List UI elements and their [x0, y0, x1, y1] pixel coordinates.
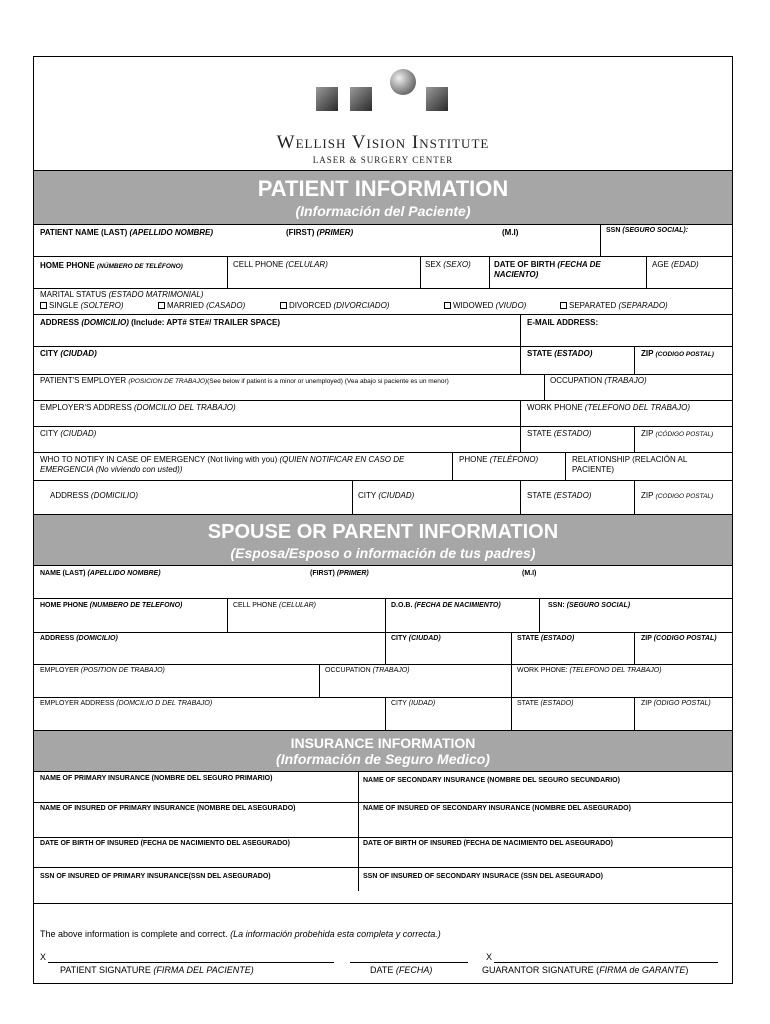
spouse-employer-state-label[interactable]: STATE (ESTADO) — [517, 700, 574, 707]
primary-insured-name-label[interactable]: NAME OF INSURED OF PRIMARY INSURANCE (NOMBRE DEL ASEGURADO) — [40, 805, 296, 812]
guarantor-signature-line[interactable] — [494, 962, 718, 963]
primary-insured-dob-label[interactable]: DATE OF BIRTH OF INSURED (FECHA DE NACIMIENTO DEL ASEGURADO) — [40, 840, 290, 847]
spouse-employer-city-label[interactable]: CITY (IUDAD) — [391, 700, 436, 707]
patient-work-phone-label[interactable]: WORK PHONE (TELEFONO DEL TRABAJO) — [527, 403, 690, 412]
spouse-employer-address-label[interactable]: EMPLOYER ADDRESS (DOMCILIO D DEL TRABAJO) — [40, 700, 213, 707]
logo-square-3 — [426, 87, 448, 111]
patient-section-title: PATIENT INFORMATION — [257, 176, 509, 201]
spouse-city-label[interactable]: CITY (CIUDAD) — [391, 635, 441, 642]
spouse-first-label[interactable]: (FIRST) (PRIMER) — [310, 570, 369, 577]
emergency-address-label[interactable]: ADDRESS (DOMICILIO) — [50, 491, 139, 500]
patient-email-label[interactable]: E-MAIL ADDRESS: — [527, 318, 599, 327]
spouse-cell-phone-label[interactable]: CELL PHONE (CELULAR) — [233, 602, 316, 609]
spouse-occupation-label[interactable]: OCCUPATION (TRABAJO) — [325, 667, 410, 674]
patient-address-label[interactable]: ADDRESS (DOMICILIO) (Include: APT# STE#/ TRAILER SPACE) — [40, 318, 281, 327]
emergency-relationship-label[interactable]: RELATIONSHIP (RELACIÓN AL — [572, 455, 688, 464]
spouse-name-label[interactable]: NAME (LAST) (APELLIDO NOMBRE) — [40, 570, 161, 577]
certification-statement: The above information is complete and correct. (La información probehida esta completa y correcta.) — [40, 929, 441, 939]
patient-mi-label: (M.I) — [502, 228, 519, 237]
patient-section-header — [34, 170, 732, 224]
spouse-work-phone-label[interactable]: WORK PHONE: (TELEFONO DEL TRABAJO) — [517, 667, 662, 674]
patient-zip-label[interactable]: ZIP (CODIGO POSTAL) — [641, 349, 714, 358]
logo-square-1 — [316, 87, 338, 111]
primary-insured-ssn-label[interactable]: SSN OF INSURED OF PRIMARY INSURANCE(SSN DEL ASEGURADO) — [40, 873, 271, 880]
patient-dob-label-2: NACIENTO) — [494, 270, 539, 279]
guarantor-signature-label: GUARANTOR SIGNATURE (FIRMA de GARANTE) — [482, 965, 689, 975]
patient-form — [33, 56, 733, 984]
emergency-contact-label[interactable]: WHO TO NOTIFY IN CASE OF EMERGENCY (Not living with you) (QUIEN NOTIFICAR EN CASO DE — [40, 455, 405, 464]
brand-subtitle: LASER & SURGERY CENTER — [312, 155, 454, 165]
insurance-section-header — [34, 731, 732, 771]
spouse-section-title: SPOUSE OR PARENT INFORMATION — [207, 521, 559, 543]
secondary-insured-dob-label[interactable]: DATE OF BIRTH OF INSURED (FECHA DE NACIMIENTO DEL ASEGURADO) — [363, 840, 613, 847]
spouse-address-label[interactable]: ADDRESS (DOMICILIO) — [40, 635, 118, 642]
spouse-section-header — [34, 515, 732, 565]
logo-square-2 — [350, 87, 372, 111]
spouse-section-subtitle: (Esposa/Esposo o información de tus padres) — [230, 545, 536, 561]
insurance-section-title: INSURANCE INFORMATION — [290, 735, 476, 751]
emergency-zip-label[interactable]: ZIP (CODIGO POSTAL) — [641, 491, 714, 500]
emergency-city-label[interactable]: CITY (CIUDAD) — [358, 491, 415, 500]
date-line[interactable] — [350, 962, 468, 963]
guarantor-signature-x: X — [486, 952, 493, 962]
secondary-insured-name-label[interactable]: NAME OF INSURED OF SECONDARY INSURANCE (NOMBRE DEL ASEGURADO) — [363, 805, 631, 812]
logo — [314, 65, 454, 121]
patient-first-label: (FIRST) (PRIMER) — [286, 228, 354, 237]
widowed-checkbox[interactable] — [444, 302, 451, 309]
spouse-state-label[interactable]: STATE (ESTADO) — [517, 635, 575, 642]
marital-status-label: MARITAL STATUS (ESTADO MATRIMONIAL) — [40, 290, 204, 299]
patient-section-subtitle: (Información del Paciente) — [295, 203, 471, 219]
spouse-dob-label[interactable]: D.O.B. (FECHA DE NACIMIENTO) — [391, 602, 501, 609]
brand-name: Wellish Vision Institute — [276, 132, 490, 153]
separated-checkbox[interactable] — [560, 302, 567, 309]
spouse-zip-label[interactable]: ZIP (CODIGO POSTAL) — [641, 635, 717, 642]
emergency-state-label[interactable]: STATE (ESTADO) — [527, 491, 592, 500]
spouse-employer-label[interactable]: EMPLOYER (POSITION DE TRABAJO) — [40, 667, 165, 674]
married-checkbox[interactable] — [158, 302, 165, 309]
patient-city-label[interactable]: CITY (CIUDAD) — [40, 349, 97, 358]
patient-name-label: PATIENT NAME (LAST) (APELLIDO NOMBRE) — [40, 228, 214, 237]
patient-employer-zip-label[interactable]: ZIP (CÓDIGO POSTAL) — [641, 429, 714, 438]
patient-sex-label[interactable]: SEX (SEXO) — [425, 260, 471, 269]
patient-employer-address-label[interactable]: EMPLOYER'S ADDRESS (DOMCILIO DEL TRABAJO) — [40, 403, 236, 412]
single-checkbox[interactable] — [40, 302, 47, 309]
marital-single-option[interactable]: SINGLE (SOLTERO) — [40, 301, 124, 311]
divorced-checkbox[interactable] — [280, 302, 287, 309]
patient-state-label[interactable]: STATE (ESTADO) — [527, 349, 593, 358]
patient-home-phone-label[interactable]: HOME PHONE (NÚMBERO DE TELÉFONO) — [40, 261, 183, 270]
patient-signature-line[interactable] — [48, 962, 334, 963]
primary-insurance-name-label[interactable]: NAME OF PRIMARY INSURANCE (NOMBRE DEL SEGURO PRIMARIO) — [40, 775, 273, 782]
patient-cell-phone-label[interactable]: CELL PHONE (CELULAR) — [233, 260, 328, 269]
patient-age-label[interactable]: AGE (EDAD) — [652, 260, 699, 269]
logo-sphere — [390, 69, 416, 95]
patient-dob-label[interactable]: DATE OF BIRTH (FECHA DE — [494, 260, 601, 269]
spouse-home-phone-label[interactable]: HOME PHONE (NUMBERO DE TELEFONO) — [40, 602, 183, 609]
patient-signature-label: PATIENT SIGNATURE (FIRMA DEL PACIENTE) — [60, 965, 254, 975]
emergency-contact-label-2: EMERGENCIA (No viviendo con usted)) — [40, 465, 183, 474]
patient-signature-x: X — [40, 952, 47, 962]
marital-married-option[interactable]: MARRIED (CASADO) — [158, 301, 245, 311]
secondary-insured-ssn-label[interactable]: SSN OF INSURED OF SECONDARY INSURACE (SSN DEL ASEGURADO) — [363, 873, 603, 880]
marital-divorced-option[interactable]: DIVORCED (DIVORCIADO) — [280, 301, 389, 311]
patient-ssn-label: SSN (SEGURO SOCIAL): — [606, 227, 689, 234]
marital-widowed-option[interactable]: WIDOWED (VIUDO) — [444, 301, 526, 311]
spouse-mi-label[interactable]: (M.I) — [522, 570, 537, 577]
emergency-phone-label[interactable]: PHONE (TELÉFONO) — [459, 455, 539, 464]
date-label: DATE (FECHA) — [370, 965, 433, 975]
insurance-section-subtitle: (Información de Seguro Medico) — [276, 751, 490, 767]
patient-employer-state-label[interactable]: STATE (ESTADO) — [527, 429, 592, 438]
patient-employer-city-label[interactable]: CITY (CIUDAD) — [40, 429, 97, 438]
patient-employer-label[interactable]: PATIENT'S EMPLOYER (POSICION DE TRABAJO)(See below if patient is a minor or unemployed) (Vea abajo si paciente es un menor) — [40, 376, 449, 385]
emergency-relationship-label-2: PACIENTE) — [572, 465, 615, 474]
patient-occupation-label[interactable]: OCCUPATION (TRABAJO) — [550, 376, 647, 385]
marital-separated-option[interactable]: SEPARATED (SEPARADO) — [560, 301, 668, 311]
secondary-insurance-name-label[interactable]: NAME OF SECONDARY INSURANCE (NOMBRE DEL SEGURO SECUNDARIO) — [363, 777, 620, 784]
spouse-employer-zip-label[interactable]: ZIP (ODIGO POSTAL) — [641, 700, 711, 707]
spouse-ssn-label[interactable]: SSN: (SEGURO SOCIAL) — [548, 602, 631, 609]
